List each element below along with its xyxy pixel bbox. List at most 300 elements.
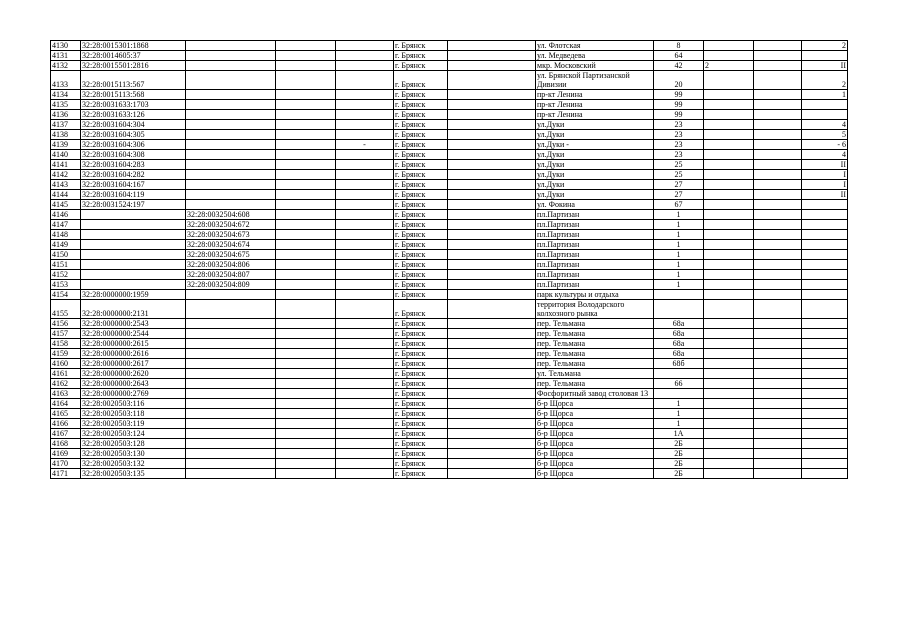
table-row [51,429,848,439]
table-row [51,220,848,230]
empty-cell [336,359,394,369]
city-cell: г. Брянск [394,130,448,140]
house-number-cell: 1 [654,399,704,409]
street-cell: пл.Партизан [536,280,654,290]
cadastral-number-alt-cell [186,120,276,130]
empty-cell [276,140,336,150]
city-cell: г. Брянск [394,409,448,419]
cadastral-number-alt-cell [186,319,276,329]
cadastral-number-alt-cell [186,419,276,429]
cadastral-number-alt-cell [186,359,276,369]
empty-cell [336,339,394,349]
street-cell: парк культуры и отдыха [536,290,654,300]
cadastral-number-alt-cell [186,170,276,180]
empty-cell [336,369,394,379]
street-cell: б-р Щорса [536,459,654,469]
house-number-cell: 99 [654,100,704,110]
cadastral-number-cell: 32:28:0000000:2769 [81,389,186,399]
cadastral-number-cell [81,280,186,290]
table-row [51,180,848,190]
empty-cell [754,439,802,449]
table-row [51,290,848,300]
street-cell: б-р Щорса [536,399,654,409]
row-number-cell: 4140 [51,150,81,160]
empty-cell [336,200,394,210]
empty-cell [448,319,536,329]
floor-cell: 5 [802,130,848,140]
empty-cell [754,150,802,160]
empty-cell [276,469,336,479]
cadastral-number-alt-cell [186,459,276,469]
empty-cell [276,250,336,260]
empty-cell [276,51,336,61]
row-number-cell: 4146 [51,210,81,220]
empty-cell [754,369,802,379]
house-number-cell: 1 [654,419,704,429]
street-cell: ул. Брянской Партизанской Дивизии [536,71,654,90]
empty-cell [336,290,394,300]
floor-cell [802,270,848,280]
cadastral-number-alt-cell [186,409,276,419]
floor-cell [802,439,848,449]
empty-cell [448,409,536,419]
empty-cell [336,90,394,100]
table-row [51,439,848,449]
empty-cell [336,130,394,140]
floor-cell [802,250,848,260]
street-cell: ул. Тельмана [536,369,654,379]
city-cell: г. Брянск [394,90,448,100]
floor-cell: II [802,190,848,200]
empty-cell [276,170,336,180]
empty-cell [336,190,394,200]
floor-cell: II [802,61,848,71]
street-cell: ул.Дуки [536,120,654,130]
apartment-cell [704,359,754,369]
row-number-cell: 4131 [51,51,81,61]
cadastral-number-cell [81,220,186,230]
table-row [51,469,848,479]
house-number-cell: 20 [654,71,704,90]
empty-cell [336,110,394,120]
apartment-cell [704,290,754,300]
empty-cell [336,379,394,389]
apartment-cell [704,71,754,90]
empty-cell [276,349,336,359]
house-number-cell: 23 [654,120,704,130]
apartment-cell [704,140,754,150]
row-number-cell: 4165 [51,409,81,419]
cadastral-number-alt-cell [186,90,276,100]
empty-cell [448,170,536,180]
house-number-cell: 27 [654,180,704,190]
empty-cell [276,419,336,429]
house-number-cell: 1 [654,250,704,260]
cadastral-number-cell [81,250,186,260]
empty-cell [448,439,536,449]
table-row [51,339,848,349]
empty-cell [754,389,802,399]
empty-cell [276,230,336,240]
empty-cell [754,170,802,180]
empty-cell [448,369,536,379]
house-number-cell: 1 [654,409,704,419]
empty-cell [448,359,536,369]
floor-cell: 4 [802,120,848,130]
city-cell: г. Брянск [394,41,448,51]
row-number-cell: 4142 [51,170,81,180]
empty-cell [336,41,394,51]
empty-cell [448,469,536,479]
street-cell: пер. Тельмана [536,359,654,369]
row-number-cell: 4156 [51,319,81,329]
row-number-cell: 4164 [51,399,81,409]
empty-cell [448,270,536,280]
row-number-cell: 4134 [51,90,81,100]
city-cell: г. Брянск [394,290,448,300]
apartment-cell [704,399,754,409]
empty-cell [276,150,336,160]
floor-cell [802,220,848,230]
apartment-cell [704,469,754,479]
cadastral-number-alt-cell [186,399,276,409]
table-row [51,140,848,150]
cadastral-number-alt-cell: 32:28:0032504:608 [186,210,276,220]
street-cell: пр-кт Ленина [536,90,654,100]
floor-cell [802,389,848,399]
cadastral-number-cell: 32:28:0031604:282 [81,170,186,180]
apartment-cell [704,120,754,130]
row-number-cell: 4145 [51,200,81,210]
city-cell: г. Брянск [394,280,448,290]
apartment-cell [704,150,754,160]
empty-cell [754,339,802,349]
empty-cell [448,220,536,230]
apartment-cell: 2 [704,61,754,71]
house-number-cell: 2Б [654,459,704,469]
cadastral-number-cell: 32:28:0031604:304 [81,120,186,130]
empty-cell [336,250,394,260]
house-number-cell: 25 [654,160,704,170]
empty-cell [754,110,802,120]
floor-cell [802,329,848,339]
apartment-cell [704,389,754,399]
empty-cell [754,290,802,300]
city-cell: г. Брянск [394,160,448,170]
empty-cell [276,359,336,369]
empty-cell [276,429,336,439]
apartment-cell [704,449,754,459]
house-number-cell: 64 [654,51,704,61]
row-number-cell: 4139 [51,140,81,150]
house-number-cell: 25 [654,170,704,180]
row-number-cell: 4166 [51,419,81,429]
house-number-cell: 1 [654,270,704,280]
apartment-cell [704,459,754,469]
empty-cell [276,399,336,409]
cadastral-number-cell: 32:28:0015501:2816 [81,61,186,71]
floor-cell [802,379,848,389]
house-number-cell: 1 [654,210,704,220]
floor-cell [802,469,848,479]
floor-cell [802,369,848,379]
table-row [51,210,848,220]
empty-cell [448,339,536,349]
row-number-cell: 4133 [51,71,81,90]
cadastral-number-cell [81,260,186,270]
empty-cell [754,280,802,290]
floor-cell [802,51,848,61]
city-cell: г. Брянск [394,449,448,459]
apartment-cell [704,240,754,250]
row-number-cell: 4168 [51,439,81,449]
empty-cell [276,270,336,280]
empty-cell [448,51,536,61]
table-row [51,319,848,329]
city-cell: г. Брянск [394,61,448,71]
city-cell: г. Брянск [394,349,448,359]
city-cell: г. Брянск [394,339,448,349]
floor-cell [802,280,848,290]
row-number-cell: 4159 [51,349,81,359]
apartment-cell [704,439,754,449]
cadastral-number-alt-cell [186,190,276,200]
apartment-cell [704,180,754,190]
street-cell: пер. Тельмана [536,339,654,349]
city-cell: г. Брянск [394,300,448,319]
row-number-cell: 4158 [51,339,81,349]
empty-cell [448,449,536,459]
floor-cell: I [802,180,848,190]
empty-cell [336,220,394,230]
empty-cell [754,469,802,479]
empty-cell [754,300,802,319]
cadastral-number-cell: 32:28:0000000:2131 [81,300,186,319]
house-number-cell: 99 [654,90,704,100]
street-cell: пл.Партизан [536,240,654,250]
street-cell: пер. Тельмана [536,319,654,329]
apartment-cell [704,90,754,100]
cadastral-number-alt-cell [186,160,276,170]
registry-body [51,41,848,479]
cadastral-number-cell: 32:28:0000000:2617 [81,359,186,369]
empty-cell [448,71,536,90]
cadastral-number-cell: 32:28:0020503:128 [81,439,186,449]
house-number-cell: 1 [654,260,704,270]
empty-cell [754,329,802,339]
empty-cell [336,150,394,160]
table-row [51,100,848,110]
cadastral-number-cell: 32:28:0015113:567 [81,71,186,90]
floor-cell [802,349,848,359]
table-row [51,170,848,180]
apartment-cell [704,270,754,280]
cadastral-number-cell: 32:28:0031604:305 [81,130,186,140]
apartment-cell [704,200,754,210]
city-cell: г. Брянск [394,319,448,329]
table-row [51,329,848,339]
apartment-cell [704,190,754,200]
empty-cell [754,210,802,220]
city-cell: г. Брянск [394,220,448,230]
empty-cell [448,429,536,439]
street-cell: ул.Дуки [536,170,654,180]
cadastral-number-alt-cell [186,439,276,449]
empty-cell [754,41,802,51]
empty-cell [754,51,802,61]
empty-cell [276,61,336,71]
cadastral-number-alt-cell: 32:28:0032504:807 [186,270,276,280]
cadastral-number-alt-cell [186,200,276,210]
empty-cell [754,349,802,359]
row-number-cell: 4136 [51,110,81,120]
empty-cell [754,270,802,280]
street-cell: пер. Тельмана [536,379,654,389]
floor-cell [802,110,848,120]
floor-cell [802,200,848,210]
row-number-cell: 4138 [51,130,81,140]
floor-cell [802,290,848,300]
street-cell: пл.Партизан [536,250,654,260]
empty-cell [276,280,336,290]
city-cell: г. Брянск [394,419,448,429]
cadastral-number-alt-cell [186,469,276,479]
house-number-cell [654,389,704,399]
floor-cell [802,319,848,329]
table-row [51,459,848,469]
city-cell: г. Брянск [394,110,448,120]
house-number-cell: 68а [654,349,704,359]
table-row [51,160,848,170]
row-number-cell: 4135 [51,100,81,110]
empty-cell: - [336,140,394,150]
empty-cell [336,71,394,90]
city-cell: г. Брянск [394,71,448,90]
city-cell: г. Брянск [394,210,448,220]
row-number-cell: 4151 [51,260,81,270]
empty-cell [448,100,536,110]
city-cell: г. Брянск [394,230,448,240]
house-number-cell: 1А [654,429,704,439]
street-cell: пр-кт Ленина [536,100,654,110]
empty-cell [448,160,536,170]
cadastral-number-alt-cell [186,290,276,300]
apartment-cell [704,230,754,240]
cadastral-number-cell: 32:28:0015301:1868 [81,41,186,51]
table-row [51,300,848,319]
apartment-cell [704,379,754,389]
street-cell: б-р Щорса [536,469,654,479]
row-number-cell: 4149 [51,240,81,250]
empty-cell [754,120,802,130]
house-number-cell: 68б [654,359,704,369]
empty-cell [448,230,536,240]
house-number-cell: 68а [654,339,704,349]
empty-cell [336,429,394,439]
apartment-cell [704,369,754,379]
house-number-cell: 23 [654,140,704,150]
empty-cell [448,419,536,429]
house-number-cell [654,300,704,319]
table-row [51,41,848,51]
street-cell: ул. Фокина [536,200,654,210]
cadastral-number-alt-cell: 32:28:0032504:809 [186,280,276,290]
row-number-cell: 4132 [51,61,81,71]
cadastral-number-alt-cell: 32:28:0032504:806 [186,260,276,270]
apartment-cell [704,210,754,220]
floor-cell [802,230,848,240]
cadastral-number-alt-cell [186,51,276,61]
cadastral-number-alt-cell [186,429,276,439]
table-row [51,270,848,280]
table-row [51,419,848,429]
cadastral-number-cell: 32:28:0000000:2543 [81,319,186,329]
row-number-cell: 4154 [51,290,81,300]
cadastral-number-cell: 32:28:0015113:568 [81,90,186,100]
street-cell: Фосфоритный завод столовая 13 [536,389,654,399]
cadastral-number-cell: 32:28:0020503:135 [81,469,186,479]
row-number-cell: 4170 [51,459,81,469]
empty-cell [754,61,802,71]
empty-cell [448,200,536,210]
empty-cell [336,51,394,61]
empty-cell [448,90,536,100]
house-number-cell: 66 [654,379,704,389]
row-number-cell: 4144 [51,190,81,200]
cadastral-number-cell: 32:28:0031604:167 [81,180,186,190]
floor-cell [802,240,848,250]
street-cell: б-р Щорса [536,419,654,429]
cadastral-number-cell [81,270,186,280]
empty-cell [754,230,802,240]
house-number-cell: 1 [654,280,704,290]
city-cell: г. Брянск [394,329,448,339]
empty-cell [754,100,802,110]
empty-cell [336,100,394,110]
empty-cell [448,210,536,220]
empty-cell [754,250,802,260]
empty-cell [754,319,802,329]
house-number-cell: 42 [654,61,704,71]
row-number-cell: 4163 [51,389,81,399]
empty-cell [336,230,394,240]
row-number-cell: 4169 [51,449,81,459]
empty-cell [336,61,394,71]
street-cell: пл.Партизан [536,220,654,230]
city-cell: г. Брянск [394,439,448,449]
city-cell: г. Брянск [394,140,448,150]
empty-cell [448,459,536,469]
apartment-cell [704,41,754,51]
row-number-cell: 4160 [51,359,81,369]
cadastral-number-alt-cell: 32:28:0032504:674 [186,240,276,250]
city-cell: г. Брянск [394,429,448,439]
table-row [51,51,848,61]
city-cell: г. Брянск [394,459,448,469]
empty-cell [336,260,394,270]
empty-cell [448,389,536,399]
table-row [51,399,848,409]
table-row [51,200,848,210]
floor-cell: II [802,160,848,170]
city-cell: г. Брянск [394,170,448,180]
cadastral-number-cell: 32:28:0020503:132 [81,459,186,469]
table-row [51,190,848,200]
empty-cell [276,300,336,319]
row-number-cell: 4161 [51,369,81,379]
apartment-cell [704,300,754,319]
house-number-cell: 99 [654,110,704,120]
